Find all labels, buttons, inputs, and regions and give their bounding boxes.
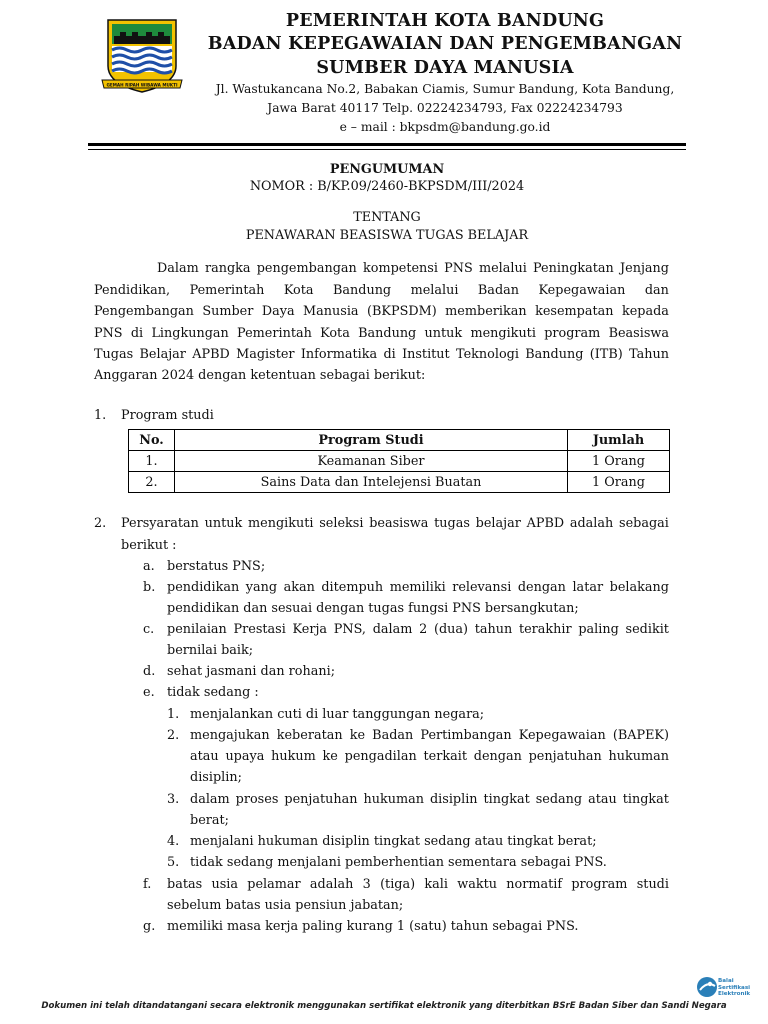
- word: (BKPSDM): [367, 304, 437, 319]
- word: upaya: [225, 749, 265, 764]
- word: ke: [349, 728, 366, 743]
- requirement-text: sebelum batas usia pensiun jabatan;: [167, 898, 404, 913]
- word: hukuman: [363, 792, 424, 807]
- intro-line: Anggaran 2024 dengan ketentuan sebagai berikut:: [94, 368, 426, 383]
- e-signature-footer: Dokumen ini telah ditandatangani secara elektronik menggunakan sertifikat elektronik yang diterbitkan BSrE Badan Siber dan Sandi Negara: [41, 1001, 727, 1011]
- word: Pendidikan,: [94, 283, 171, 298]
- word: memberikan: [445, 304, 527, 319]
- word: normatif: [506, 877, 563, 892]
- subject-label: TENTANG: [353, 210, 421, 225]
- word: dalam: [372, 622, 413, 637]
- bsre-text-line: Sertifikasi: [718, 984, 751, 991]
- section1-label: Program studi: [121, 408, 214, 423]
- word: Kota: [320, 326, 350, 341]
- word: hukum: [271, 749, 316, 764]
- word: Tahun: [629, 347, 669, 362]
- word: Belajar: [139, 347, 186, 362]
- table-cell-no: 1.: [129, 451, 175, 472]
- section2-number: 2.: [94, 516, 107, 531]
- table-cell-no: 2.: [129, 472, 175, 493]
- requirement-text: memiliki masa kerja paling kurang 1 (satu) tahun sebagai PNS.: [167, 919, 579, 934]
- section2-intro-line: [121, 516, 669, 531]
- word: adalah: [309, 877, 354, 892]
- subrequirement-label: 5.: [167, 855, 180, 870]
- word: dalam: [190, 792, 230, 807]
- table-header-count: Jumlah: [568, 430, 670, 451]
- word: Manusia: [303, 304, 359, 319]
- word: pengembangan: [256, 261, 357, 276]
- word: APBD: [526, 516, 565, 531]
- word: yang: [245, 580, 278, 595]
- word: (tiga): [380, 877, 416, 892]
- word: mengajukan: [190, 728, 270, 743]
- word: atau: [588, 792, 617, 807]
- word: kesempatan: [535, 304, 614, 319]
- word: penjatuhan: [284, 792, 358, 807]
- word: dengan: [473, 749, 522, 764]
- requirement-text: sehat jasmani dan rohani;: [167, 664, 336, 679]
- word: penjatuhan: [528, 749, 602, 764]
- word: 2: [419, 622, 428, 637]
- word: terakhir: [518, 622, 572, 637]
- word: belakang: [609, 580, 669, 595]
- word: Kerja: [292, 622, 328, 637]
- letterhead-address-line1: Jl. Wastukancana No.2, Babakan Ciamis, Sumur Bandung, Kota Bandung,: [215, 82, 675, 96]
- subrequirement-text: disiplin;: [190, 770, 242, 785]
- table-header-program: Program Studi: [175, 430, 568, 451]
- requirement-label: a.: [143, 559, 155, 574]
- word: mengikuti: [248, 516, 314, 531]
- word: hukuman: [608, 749, 669, 764]
- word: ditempuh: [321, 580, 384, 595]
- announcement-heading: PENGUMUMAN: [329, 162, 445, 177]
- word: Kepegawaian: [518, 728, 606, 743]
- word: (dua): [433, 622, 469, 637]
- word: terkait: [423, 749, 467, 764]
- word: Pemerintah: [189, 283, 265, 298]
- requirement-label: d.: [143, 664, 156, 679]
- word: Pemerintah: [237, 326, 312, 341]
- word: studi: [636, 877, 669, 892]
- word: akan: [283, 580, 315, 595]
- bsre-text-line: Balai: [718, 978, 734, 984]
- word: Prestasi: [233, 622, 286, 637]
- word: PNS: [444, 261, 473, 276]
- subrequirement-text: [190, 728, 669, 743]
- word: adalah: [569, 516, 614, 531]
- word: penilaian: [167, 622, 227, 637]
- letterhead-agency-line1: BADAN KEPEGAWAIAN DAN PENGEMBANGAN: [207, 34, 683, 54]
- word: sebagai: [619, 516, 669, 531]
- bsre-text-line: Elektronik: [718, 991, 751, 997]
- word: pelamar: [247, 877, 301, 892]
- requirement-label: g.: [143, 919, 156, 934]
- subrequirement-label: 1.: [167, 707, 180, 722]
- subject-title: PENAWARAN BEASISWA TUGAS BELAJAR: [245, 228, 529, 243]
- word: kompetensi: [362, 261, 438, 276]
- intro-line: [157, 261, 669, 276]
- table-cell-count: 1 Orang: [568, 472, 670, 493]
- intro-line: [94, 326, 669, 341]
- word: Informatika: [300, 347, 378, 362]
- word: APBD: [192, 347, 230, 362]
- program-study-table: [128, 429, 670, 493]
- word: Magister: [236, 347, 295, 362]
- requirement-text: [167, 622, 669, 637]
- requirement-text: [167, 580, 669, 595]
- word: (BAPEK): [612, 728, 669, 743]
- word: atau: [190, 749, 219, 764]
- table-header-no: No.: [129, 430, 175, 451]
- word: Badan: [372, 728, 414, 743]
- subrequirement-label: 4.: [167, 834, 180, 849]
- requirement-label: f.: [143, 877, 152, 892]
- table-cell-program: Sains Data dan Intelejensi Buatan: [175, 472, 568, 493]
- word: Badan: [477, 283, 520, 298]
- word: Bandung: [358, 326, 417, 341]
- word: 3: [362, 877, 371, 892]
- word: PNS,: [333, 622, 366, 637]
- word: Teknologi: [456, 347, 519, 362]
- word: sedikit: [625, 622, 669, 637]
- word: Persyaratan: [121, 516, 199, 531]
- word: tugas: [434, 516, 470, 531]
- table-cell-program: Keamanan Siber: [175, 451, 568, 472]
- word: disiplin: [429, 792, 478, 807]
- word: Daya: [261, 304, 295, 319]
- word: paling: [578, 622, 619, 637]
- word: belajar: [475, 516, 521, 531]
- subrequirement-text: [190, 749, 669, 764]
- word: Peningkatan: [533, 261, 614, 276]
- word: ke: [322, 749, 338, 764]
- word: Kepegawaian: [538, 283, 626, 298]
- word: program: [571, 877, 628, 892]
- word: Bandung: [332, 283, 392, 298]
- word: proses: [235, 792, 279, 807]
- word: kepada: [621, 304, 669, 319]
- subrequirement-text: menjalani hukuman disiplin tingkat sedang atau tingkat berat;: [190, 834, 597, 849]
- subrequirement-text: menjalankan cuti di luar tanggungan negara;: [190, 707, 485, 722]
- word: pengadilan: [344, 749, 417, 764]
- word: di: [130, 326, 144, 341]
- letterhead-email: e – mail : bkpsdm@bandung.go.id: [339, 120, 551, 134]
- word: tingkat: [483, 792, 530, 807]
- word: keberatan: [276, 728, 343, 743]
- letterhead-agency-line2: SUMBER DAYA MANUSIA: [316, 58, 574, 78]
- section1-number: 1.: [94, 408, 107, 423]
- word: mengikuti: [470, 326, 536, 341]
- subrequirement-label: 3.: [167, 792, 180, 807]
- bsre-logo-text: [718, 978, 750, 998]
- word: beasiswa: [369, 516, 429, 531]
- word: Pengembangan: [94, 304, 194, 319]
- word: batas: [167, 877, 203, 892]
- word: relevansi: [452, 580, 512, 595]
- svg-text:GEMAH RIPAH WIBAWA MUKTI: GEMAH RIPAH WIBAWA MUKTI: [106, 82, 178, 88]
- word: tingkat: [622, 792, 669, 807]
- word: untuk: [204, 516, 243, 531]
- word: rangka: [204, 261, 251, 276]
- word: waktu: [457, 877, 497, 892]
- word: Institut: [402, 347, 450, 362]
- word: untuk: [424, 326, 463, 341]
- bandung-city-emblem-icon: [100, 14, 184, 94]
- word: Tugas: [94, 347, 134, 362]
- table-header-row: [129, 430, 670, 451]
- word: Pertimbangan: [420, 728, 512, 743]
- word: Beasiswa: [608, 326, 669, 341]
- word: PNS: [94, 326, 123, 341]
- intro-line: [94, 304, 669, 319]
- word: Bandung: [525, 347, 584, 362]
- word: Sumber: [202, 304, 254, 319]
- word: seleksi: [319, 516, 364, 531]
- table-row: [129, 472, 670, 493]
- subrequirement-text: berat;: [190, 813, 229, 828]
- word: dengan: [517, 580, 566, 595]
- section2-intro-line: berikut :: [121, 538, 177, 553]
- word: Dalam: [157, 261, 199, 276]
- announcement-number: NOMOR : B/KP.09/2460-BKPSDM/III/2024: [249, 179, 525, 194]
- word: usia: [211, 877, 238, 892]
- word: Kota: [283, 283, 314, 298]
- requirement-text: bernilai baik;: [167, 643, 254, 658]
- requirement-text: [167, 877, 669, 892]
- word: melalui: [410, 283, 459, 298]
- intro-line: [94, 347, 669, 362]
- word: melalui: [478, 261, 527, 276]
- word: di: [383, 347, 396, 362]
- requirement-label: e.: [143, 685, 155, 700]
- word: sedang: [535, 792, 583, 807]
- requirement-label: b.: [143, 580, 156, 595]
- requirement-text: pendidikan dan sesuai dengan tugas fungsi PNS bersangkutan;: [167, 601, 579, 616]
- word: (ITB): [589, 347, 623, 362]
- subrequirement-text: [190, 792, 669, 807]
- requirement-label: c.: [143, 622, 155, 637]
- subrequirement-text: tidak sedang menjalani pemberhentian sementara sebagai PNS.: [190, 855, 607, 870]
- word: Jenjang: [620, 261, 669, 276]
- word: program: [544, 326, 601, 341]
- table-cell-count: 1 Orang: [568, 451, 670, 472]
- letterhead-rule-thin: [88, 149, 686, 150]
- word: memiliki: [389, 580, 446, 595]
- word: pendidikan: [167, 580, 240, 595]
- word: kali: [424, 877, 448, 892]
- word: dan: [644, 283, 669, 298]
- table-row: [129, 451, 670, 472]
- letterhead-address-line2: Jawa Barat 40117 Telp. 02224234793, Fax 02224234793: [267, 101, 623, 115]
- word: latar: [572, 580, 604, 595]
- word: Lingkungan: [151, 326, 229, 341]
- requirement-text: berstatus PNS;: [167, 559, 266, 574]
- letterhead-government: PEMERINTAH KOTA BANDUNG: [285, 11, 605, 31]
- intro-line: [94, 283, 669, 298]
- word: tahun: [474, 622, 513, 637]
- letterhead-rule-thick: [88, 143, 686, 146]
- requirement-text: tidak sedang :: [167, 685, 259, 700]
- subrequirement-label: 2.: [167, 728, 180, 743]
